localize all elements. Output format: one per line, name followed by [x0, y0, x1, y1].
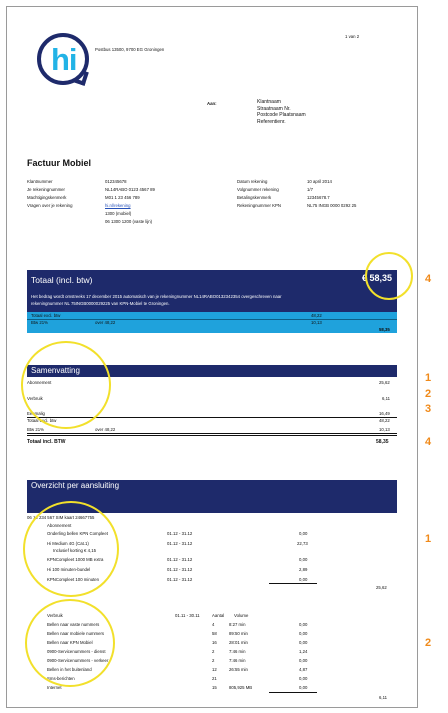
annotation-number: 1	[425, 533, 432, 545]
recipient-address	[257, 99, 306, 125]
verbruik-item: Bellen naar mobiele nummers	[47, 631, 105, 636]
totaal-amount: € 58,35	[362, 273, 393, 283]
totaal-row-mid: over 48,22	[95, 320, 116, 325]
abonnement-period: 01.12 - 31.12	[167, 567, 193, 572]
detail-value: 10 april 2014	[307, 179, 332, 184]
summary-row-value: 6,11	[382, 396, 391, 401]
divider	[269, 583, 317, 584]
verbruik-label: Verbruik	[47, 613, 63, 618]
detail-label: Rekeningnummer KPN	[237, 203, 281, 208]
verbruik-count: 4	[212, 622, 215, 627]
details-left-labels	[27, 178, 72, 210]
abonnement-item: Inclusief korting € 4,15	[53, 548, 96, 553]
divider	[27, 319, 397, 320]
abonnement-item: Hi 100 minuten-bundel	[47, 567, 91, 572]
detail-value: 1/7	[307, 187, 313, 192]
verbruik-header-volume: Volume	[234, 613, 249, 618]
summary-row-value: 16,49	[379, 411, 390, 416]
sim-line: 06 10 234 567 SIM kaart 24667755	[27, 515, 95, 520]
abonnement-period: 01.12 - 31.12	[167, 577, 193, 582]
detail-label: Je rekeningnummer	[27, 187, 65, 192]
detail-value: 1300 (mobiel)	[105, 211, 132, 216]
totaal-rows-band	[27, 312, 397, 333]
divider	[27, 435, 397, 436]
verbruik-count: 2	[212, 649, 215, 654]
detail-label: Datum rekening	[237, 179, 268, 184]
verbruik-item: 0900-Servicenummers - verkeer	[47, 658, 109, 663]
page-title: Factuur Mobiel	[27, 158, 92, 168]
detail-label: Vragen over je rekening	[27, 203, 73, 208]
detail-label: Volgnummer rekening	[237, 187, 279, 192]
totaal-row-label: Totaal excl. btw	[31, 313, 61, 318]
verbruik-value: 1,24	[299, 649, 308, 654]
verbruik-count: 21	[212, 676, 217, 681]
verbruik-volume: 89:50 min	[229, 631, 248, 636]
page-indicator: 1 van 2	[345, 34, 360, 39]
recipient-line: Straatnaam Nr.	[257, 105, 291, 112]
abonnement-period: 01.12 - 31.12	[167, 541, 193, 546]
verbruik-count: 16	[212, 640, 217, 645]
verbruik-item: Bellen naar vaste nummers	[47, 622, 100, 627]
totaal-row-value: 10,13	[311, 320, 322, 325]
summary-row-label: Totaal excl. btw	[27, 418, 57, 423]
verbruik-value: 0,00	[299, 622, 308, 627]
recipient-line: Klantnaam	[257, 99, 281, 105]
verbruik-total: 6,11	[379, 695, 388, 700]
summary-total-value: 58,35	[376, 439, 389, 445]
abonnement-item: KPNCompleet 1000 MB extra	[47, 557, 104, 562]
summary-row-label: Abonnement	[27, 380, 52, 385]
verbruik-value: 0,00	[299, 640, 308, 645]
detail-label: Machtigingskenmerk	[27, 195, 67, 200]
summary-total-label: Totaal incl. BTW	[27, 439, 66, 445]
summary-row-label: Verbruik	[27, 396, 43, 401]
verbruik-volume: 7:46 min	[229, 658, 246, 663]
verbruik-volume: 26:55 min	[229, 667, 248, 672]
abonnement-total: 25,62	[376, 585, 387, 590]
detail-label: Betalingskenmerk	[237, 195, 272, 200]
logo-letter: hi	[51, 42, 77, 77]
totaal-row-value: 48,22	[311, 313, 322, 318]
verbruik-value: 4,87	[299, 667, 308, 672]
verbruik-count: 15	[212, 685, 217, 690]
summary-row-value: 25,62	[379, 380, 390, 385]
verbruik-value: 0,00	[299, 631, 308, 636]
verbruik-volume: 7:46 min	[229, 649, 246, 654]
divider	[269, 692, 317, 693]
verbruik-volume: 8:27 min	[229, 622, 246, 627]
verbruik-item: 0900-Servicenummers - dienst	[47, 649, 106, 654]
verbruik-item: Internet	[47, 685, 62, 690]
divider	[27, 433, 397, 434]
abonnement-label: Abonnement	[47, 523, 72, 528]
abonnement-value: 2,89	[299, 567, 308, 572]
overzicht-header: Overzicht per aansluiting	[27, 480, 397, 493]
samenvatting-header: Samenvatting	[27, 365, 397, 377]
verbruik-count: 58	[212, 631, 217, 636]
verbruik-value: 0,00	[299, 658, 308, 663]
abonnement-period: 01.12 - 31.12	[167, 557, 193, 562]
verbruik-value: 0,00	[299, 676, 308, 681]
summary-row-label: Btw 21%	[27, 427, 44, 432]
totaal-note-line: Het bedrag wordt omstreeks 17 december 2015 automatisch van je rekeningnummer NL14RABO0132342354 overgeschreven naar	[31, 294, 282, 299]
detail-label: Klantnummer	[27, 179, 53, 184]
annotation-number: 1	[425, 372, 432, 384]
summary-row-value: 48,22	[379, 418, 390, 423]
detail-value: 12345678.7	[307, 195, 330, 200]
totaal-final: 58,35	[379, 327, 390, 332]
recipient-line: Referentienr.	[257, 118, 286, 125]
summary-row-value: 10,13	[379, 427, 390, 432]
abonnement-item: Hi Medium 4G (Cat.1)	[47, 541, 89, 546]
abonnement-item: KPNCompleet 100 minuten	[47, 577, 100, 582]
details-left-values	[105, 178, 155, 226]
verbruik-period: 01.11 - 30.11	[175, 613, 200, 618]
rekening-link[interactable]: hi.nl/rekening	[105, 203, 131, 208]
totaal-row-label: Btw 21%	[31, 320, 48, 325]
recipient-label: Aan:	[207, 101, 217, 106]
abonnement-item: Onderling bellen KPN Compleet	[47, 531, 108, 536]
verbruik-count: 12	[212, 667, 217, 672]
abonnement-period: 01.12 - 31.12	[167, 531, 193, 536]
recipient-line: Postcode Plaatsnaam	[257, 112, 306, 118]
verbruik-count: 2	[212, 658, 215, 663]
verbruik-item: Bellen naar KPN Mobiel	[47, 640, 93, 645]
abonnement-value: 22,73	[297, 541, 308, 546]
verbruik-header-count: Aantal	[212, 613, 225, 618]
annotation-circle	[25, 599, 115, 687]
sender-address: Postbus 13500, 9700 EG Groningen	[95, 47, 165, 52]
annotation-number: 4	[425, 273, 432, 285]
totaal-note-line: rekeningnummer NL 75INGB0000029225 van KPN-Mobiel te Groningen.	[31, 301, 170, 306]
abonnement-value: 0,00	[299, 531, 308, 536]
annotation-number: 3	[425, 403, 432, 415]
annotation-circle	[21, 341, 111, 429]
totaal-title: Totaal (incl. btw)	[31, 275, 93, 285]
annotation-circle	[365, 252, 413, 300]
details-right-labels	[237, 178, 281, 210]
verbruik-volume: 805,925 MB	[229, 685, 253, 690]
detail-value: NL75 INGB 0000 0292 25	[307, 203, 357, 208]
annotation-circle	[23, 501, 119, 597]
annotation-number: 2	[425, 388, 432, 400]
verbruik-value: 0,00	[299, 685, 308, 690]
annotation-number: 4	[425, 436, 432, 448]
abonnement-value: 0,00	[299, 557, 308, 562]
annotation-number: 2	[425, 637, 432, 649]
verbruik-item: Sms-berichten	[47, 676, 75, 681]
summary-row-mid: over 48,22	[95, 427, 116, 432]
invoice-page	[6, 6, 418, 708]
summary-row-label: Eenmalig	[27, 411, 45, 416]
verbruik-item: Bellen in het buitenland	[47, 667, 92, 672]
detail-value: 06 1300 1200 (vaste lijn)	[105, 219, 153, 224]
detail-value: 012345678	[105, 179, 127, 184]
details-right-values	[307, 178, 356, 210]
verbruik-volume: 28:01 min	[229, 640, 248, 645]
abonnement-value: 0,00	[299, 577, 308, 582]
detail-value: NL14RABO 0123 4567 89	[105, 187, 155, 192]
detail-value: M01 1 23 456 789	[105, 195, 140, 200]
